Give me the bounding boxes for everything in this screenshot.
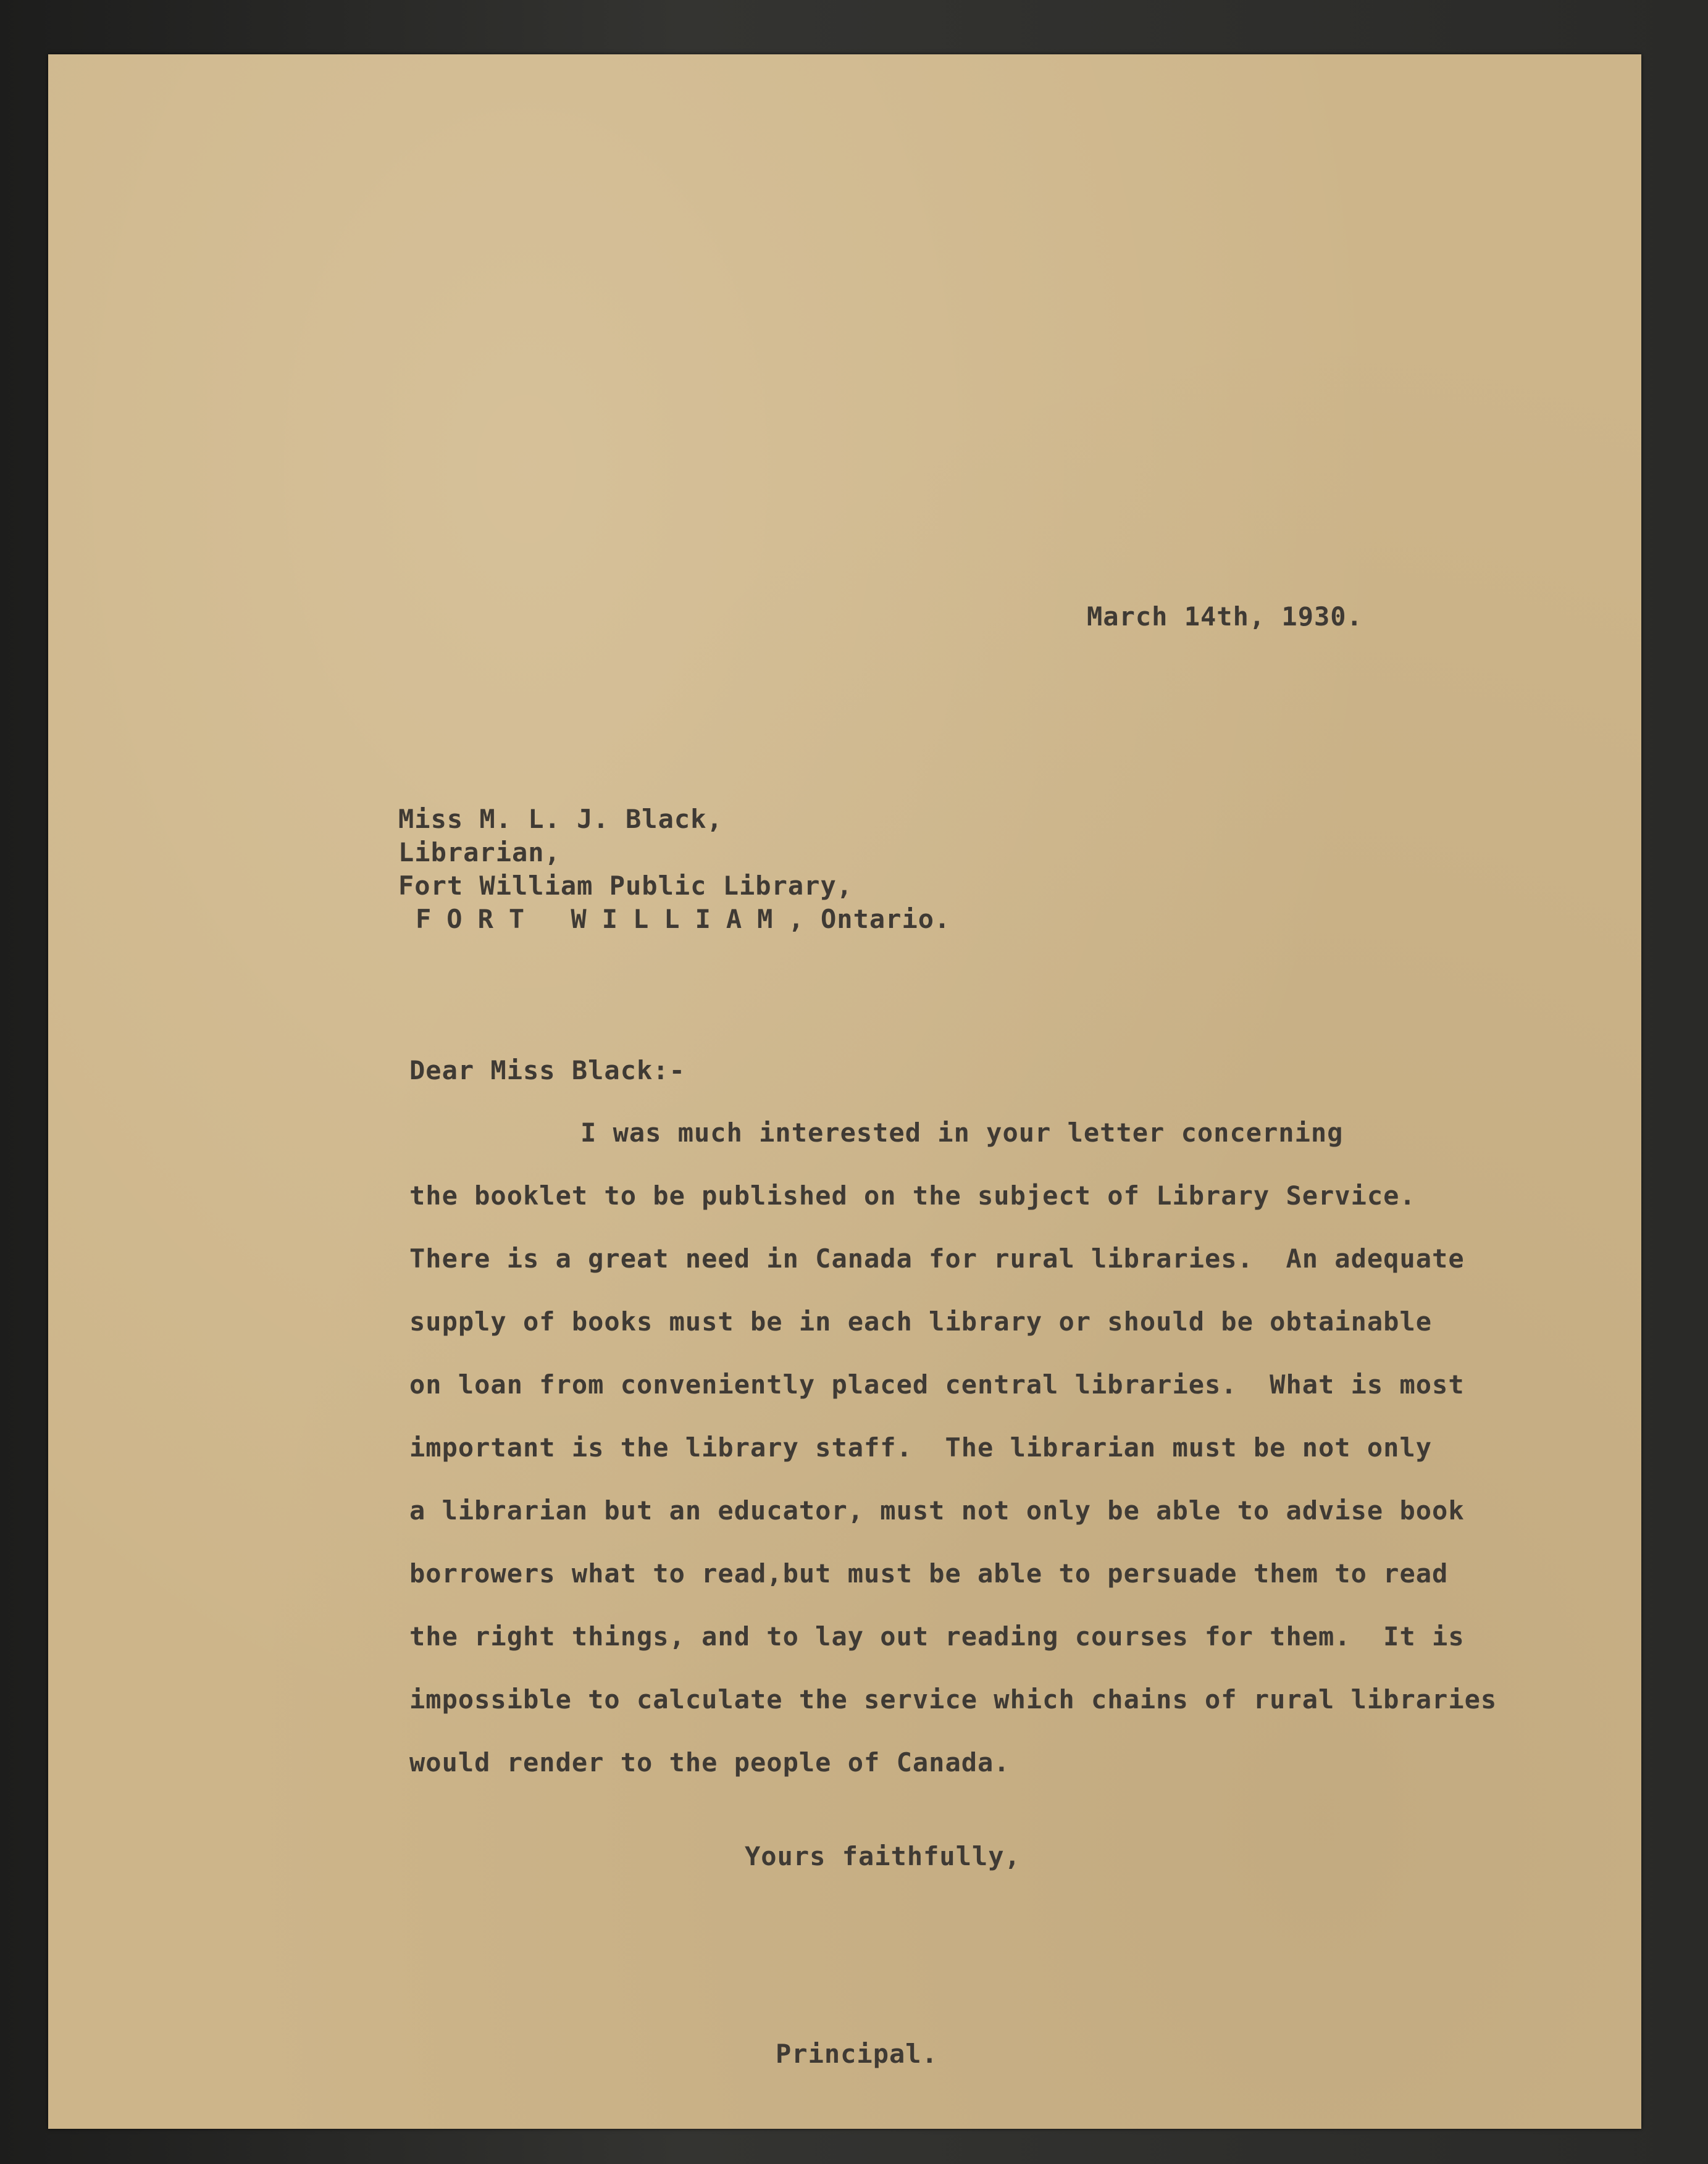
body-line: borrowers what to read,but must be able to persuade them to read	[409, 1558, 1449, 1589]
recipient-title: Librarian,	[398, 837, 561, 867]
body-line: would render to the people of Canada.	[409, 1747, 1010, 1778]
recipient-name: Miss M. L. J. Black,	[398, 804, 723, 834]
recipient-city-line	[416, 906, 950, 932]
recipient-institution: Fort William Public Library,	[398, 871, 853, 901]
body-line: supply of books must be in each library or should be obtainable	[409, 1306, 1433, 1337]
body-line: impossible to calculate the service which chains of rural libraries	[409, 1684, 1497, 1715]
letter-page	[48, 54, 1641, 2129]
body-line: a librarian but an educator, must not only be able to advise book	[409, 1495, 1465, 1526]
body-line: There is a great need in Canada for rural libraries. An adequate	[409, 1243, 1465, 1274]
body-line: important is the library staff. The librarian must be not only	[409, 1432, 1433, 1463]
body-line: on loan from conveniently placed central libraries. What is most	[409, 1369, 1465, 1400]
body-line: I was much interested in your letter concerning	[580, 1118, 1344, 1148]
signature-title: Principal.	[776, 2039, 938, 2069]
recipient-province: , Ontario.	[788, 904, 951, 934]
salutation: Dear Miss Black:-	[409, 1055, 685, 1085]
closing: Yours faithfully,	[745, 1841, 1021, 1871]
recipient-city: FORT WILLIAM	[416, 904, 789, 934]
letter-date: March 14th, 1930.	[1087, 601, 1363, 632]
body-line: the right things, and to lay out reading courses for them. It is	[409, 1621, 1465, 1652]
body-line: the booklet to be published on the subject of Library Service.	[409, 1180, 1416, 1211]
